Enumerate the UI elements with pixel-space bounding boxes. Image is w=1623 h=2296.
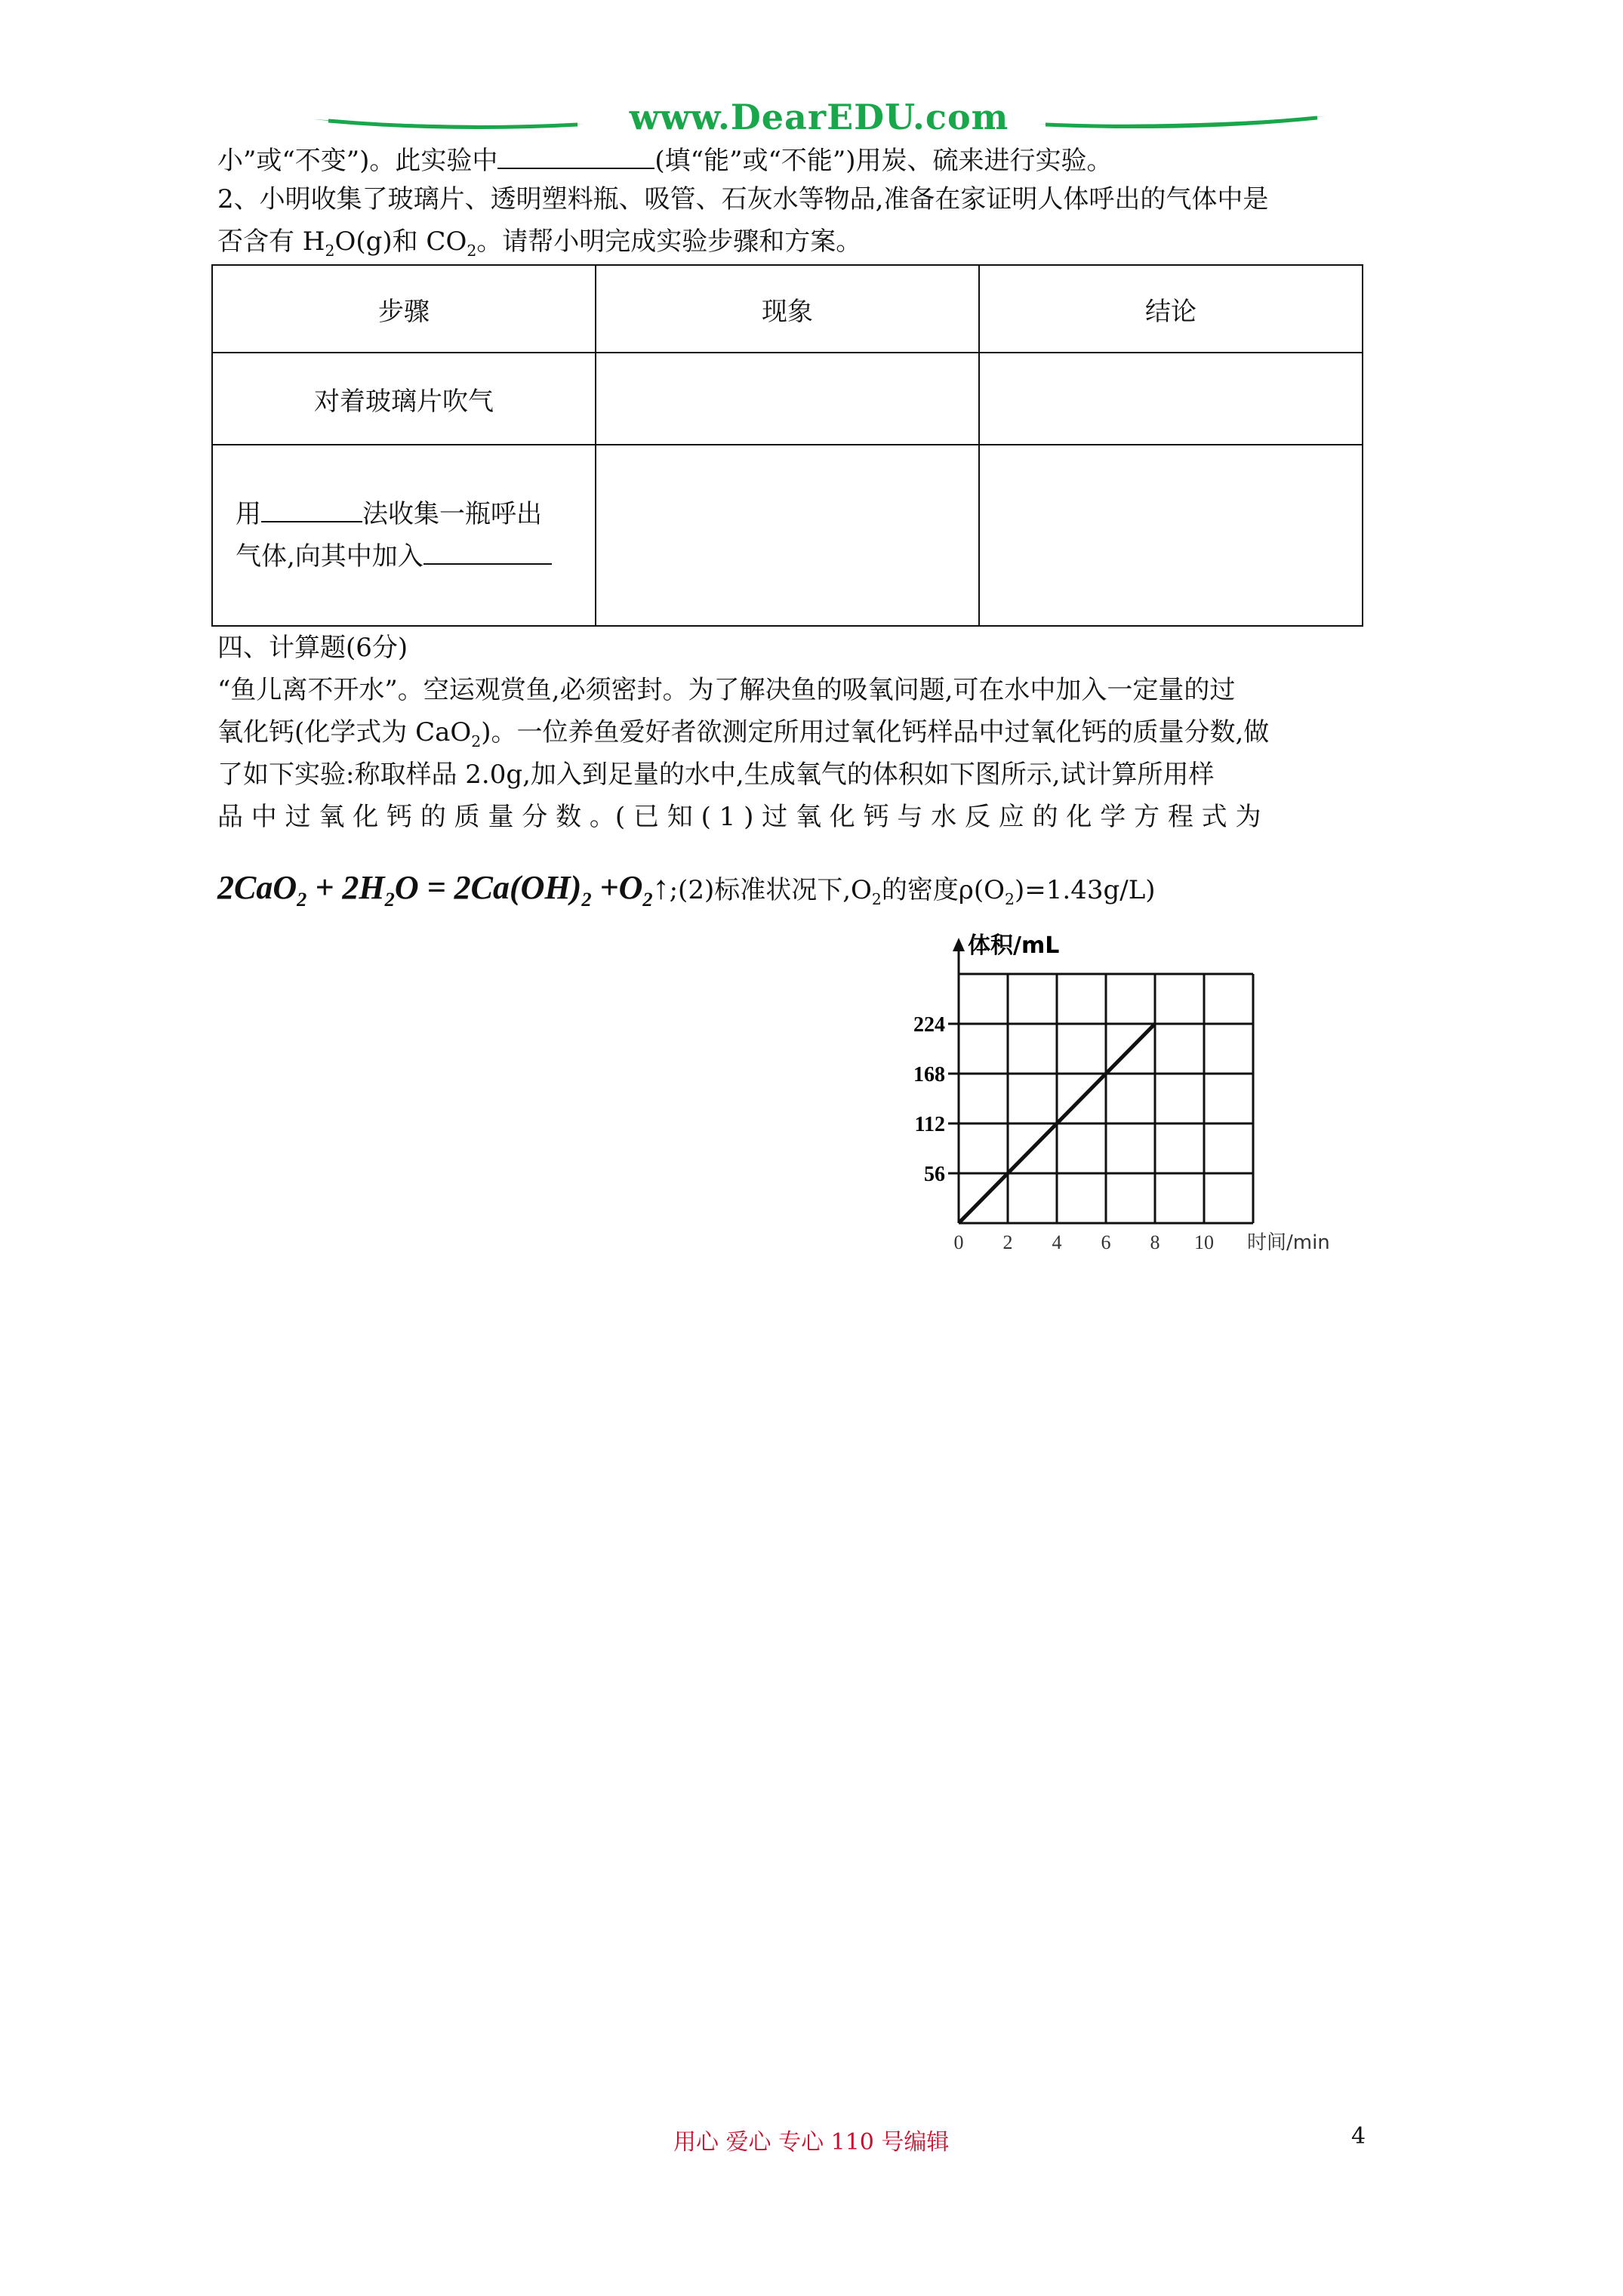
header-phenomenon: 现象 xyxy=(596,265,979,353)
row1-phenomenon-cell xyxy=(596,353,979,445)
calc2-part-a: 氧化钙(化学式为 CaO xyxy=(217,717,472,747)
header-step: 步骤 xyxy=(212,265,596,353)
row1-conclusion-cell xyxy=(979,353,1363,445)
x-tick-label: 10 xyxy=(1194,1231,1214,1253)
text-line-1 xyxy=(217,145,1112,176)
page-number: 4 xyxy=(1351,2123,1366,2150)
y-tick-label: 168 xyxy=(913,1063,945,1086)
eq-tail-b: 的密度ρ(O xyxy=(881,875,1006,905)
calc-line-1: “鱼儿离不开水”。空运观赏鱼,必须密封。为了解决鱼的吸氧问题,可在水中加入一定量的过 xyxy=(217,675,1236,705)
section-4-title: 四、计算题(6分) xyxy=(217,633,408,663)
calc-line-3: 了如下实验:称取样品 2.0g,加入到足量的水中,生成氧气的体积如下图所示,试计算所用样 xyxy=(217,760,1215,790)
experiment-table xyxy=(211,264,1363,627)
row2-text-c: 气体,向其中加入 xyxy=(236,541,423,572)
row2-phenomenon-cell xyxy=(596,445,979,626)
header-conclusion: 结论 xyxy=(979,265,1363,353)
q2-part-b: O(g)和 CO xyxy=(334,227,467,257)
right-wave-decoration xyxy=(1038,112,1325,133)
left-wave-decoration xyxy=(313,112,585,133)
y-axis-arrow xyxy=(953,938,965,951)
row2-text-a: 用 xyxy=(236,499,261,529)
q2-part-c: 。请帮小明完成实验步骤和方案。 xyxy=(476,227,862,257)
x-tick-label: 4 xyxy=(1052,1231,1062,1253)
row2-conclusion-cell xyxy=(979,445,1363,626)
row2-step xyxy=(212,445,596,626)
calc-line-4: 品 中 过 氧 化 钙 的 质 量 分 数 。( 已 知 ( 1 ) 过 氧 化 钙 与 水 反 应 的 化 学 方 程 式 为 xyxy=(217,802,1261,832)
x-tick-label: 2 xyxy=(1002,1231,1013,1253)
y-axis-label: 体积/mL xyxy=(968,932,1060,959)
footer-text: 用心 爱心 专心 110 号编辑 xyxy=(673,2129,950,2156)
table-header-row xyxy=(212,265,1363,353)
eq-tail-a: ;(2)标准状况下,O xyxy=(669,875,872,905)
x-tick-label: 6 xyxy=(1101,1231,1111,1253)
calc-line-2: 氧化钙(化学式为 CaO$_2$)。一位养鱼爱好者欲测定所用过氧化钙样品中过氧化钙的质量分数,做 xyxy=(217,717,1270,750)
x-tick-label: 8 xyxy=(1150,1231,1160,1253)
table-row xyxy=(212,445,1363,626)
row1-step: 对着玻璃片吹气 xyxy=(212,353,596,445)
equation-formula: $2CaO_2 + 2H_2O = 2Ca(OH)_2$ $+O_2↑$ xyxy=(217,869,670,911)
blank-fill-2 xyxy=(261,498,362,522)
y-tick-label: 224 xyxy=(913,1013,945,1037)
x-tick-label: 0 xyxy=(953,1231,964,1253)
chemical-equation: $2CaO_2 + 2H_2O = 2Ca(OH)_2$ $+O_2↑;(2)$标准状况下$,O_2$的密度$\rho(O_2)=1.43g/L$) xyxy=(217,869,1156,911)
line1-part-a: 小”或“不变”)。此实验中 xyxy=(217,146,498,176)
question-2-line-2: 否含有 $H_2O(g)$和 $CO_2$。请帮小明完成实验步骤和方案。 xyxy=(217,227,862,260)
y-tick-label: 56 xyxy=(924,1163,945,1186)
line1-part-b: (填“能”或“不能”)用炭、硫来进行实验。 xyxy=(654,146,1113,176)
header-logo xyxy=(313,97,1325,149)
x-axis-label: 时间/min xyxy=(1247,1231,1330,1254)
table-row xyxy=(212,353,1363,445)
site-logo-text: www.DearEDU.com xyxy=(629,97,1009,137)
row2-text-b: 法收集一瓶呼出 xyxy=(362,499,542,529)
blank-fill-3 xyxy=(423,541,552,565)
q2-part-a: 否含有 H xyxy=(217,227,325,257)
question-2-line-1: 2、小明收集了玻璃片、透明塑料瓶、吸管、石灰水等物品,准备在家证明人体呼出的气体中是 xyxy=(217,184,1269,214)
y-tick-label: 112 xyxy=(914,1113,945,1136)
calc2-part-b: )。一位养鱼爱好者欲测定所用过氧化钙样品中过氧化钙的质量分数,做 xyxy=(481,717,1270,747)
oxygen-volume-chart xyxy=(913,921,1374,1268)
blank-fill-1 xyxy=(497,145,654,169)
eq-tail-c: )=1.43g/L) xyxy=(1015,875,1156,905)
